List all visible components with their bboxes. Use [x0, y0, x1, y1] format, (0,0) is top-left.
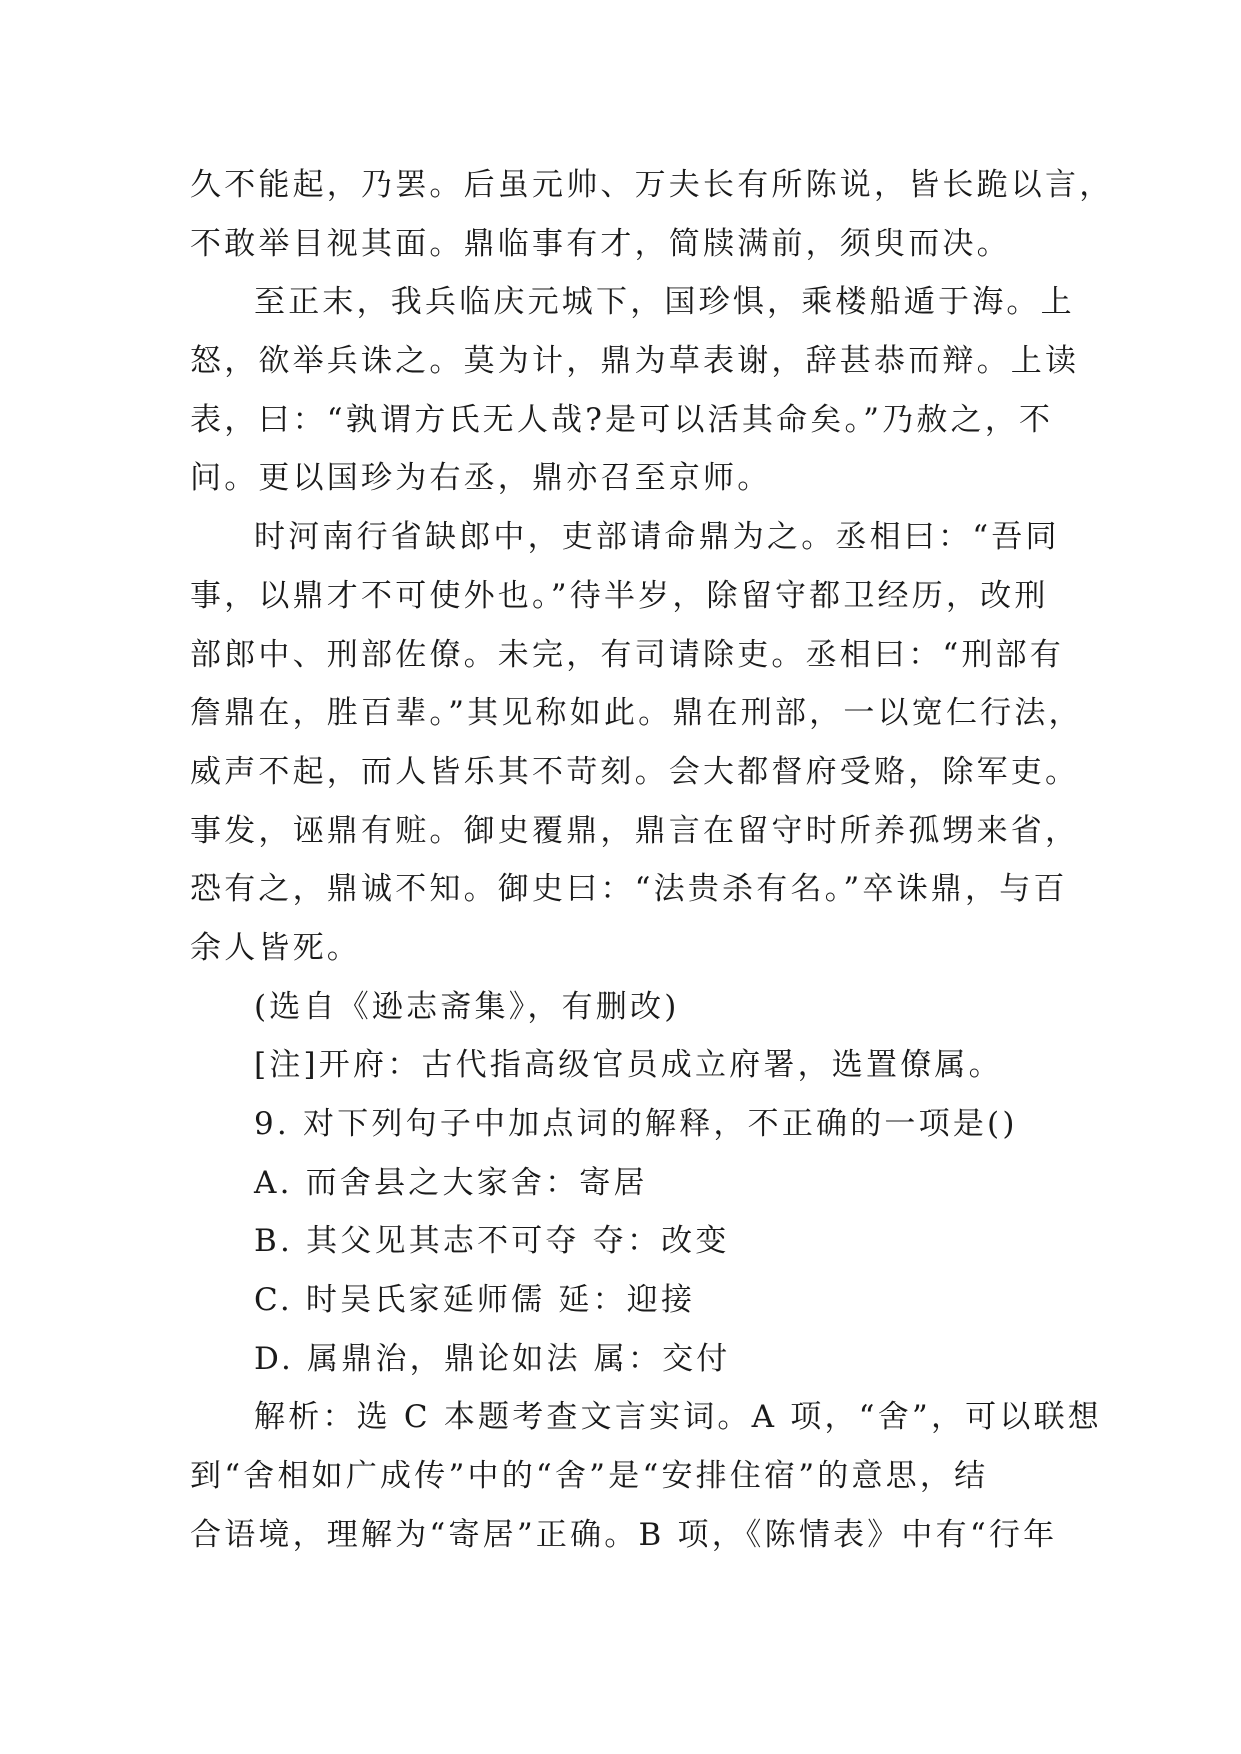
document-body [190, 156, 1114, 1565]
text-line: A. 而舍县之大家舍：寄居 [254, 1164, 648, 1201]
text-line: 9. 对下列句子中加点词的解释，不正确的一项是() [254, 1106, 1018, 1142]
text-line: 事发，诬鼎有赃。御史覆鼎，鼎言在留守时所养孤甥来省， [190, 812, 1080, 849]
text-line: 合语境，理解为“寄居”正确。B 项，《陈情表》中有“行年 [190, 1516, 1058, 1553]
text-line: [注]开府：古代指高级官员成立府署，选置僚属。 [254, 1047, 1003, 1084]
text-line: 至正末，我兵临庆元城下，国珍惧，乘楼船遁于海。上 [254, 284, 1075, 321]
text-line: D. 属鼎治，鼎论如法 属：交付 [254, 1340, 731, 1377]
text-line: B. 其父见其志不可夺 夺：改变 [254, 1223, 730, 1260]
text-line: 解析：选 C 本题考查文言实词。A 项，“舍”，可以联想 [254, 1399, 1102, 1436]
text-line: (选自《逊志斋集》，有删改) [254, 988, 680, 1025]
text-line: 久不能起，乃罢。后虽元帅、万夫长有所陈说，皆长跪以言， [190, 167, 1114, 203]
text-line: C. 时吴氏家延师儒 延：迎接 [254, 1282, 696, 1319]
text-line: 怒，欲举兵诛之。莫为计，鼎为草表谢，辞甚恭而辩。上读 [190, 343, 1080, 380]
text-line: 余人皆死。 [190, 929, 361, 966]
text-line: 恐有之，鼎诚不知。御史曰：“法贵杀有名。”卒诛鼎，与百 [190, 871, 1068, 908]
text-line: 不敢举目视其面。鼎临事有才，简牍满前，须臾而决。 [190, 225, 1011, 262]
text-line: 问。更以国珍为右丞，鼎亦召至京师。 [190, 460, 772, 497]
text-line: 威声不起，而人皆乐其不苛刻。会大都督府受赂，除军吏。 [190, 753, 1080, 790]
text-line: 到“舍相如广成传”中的“舍”是“安排住宿”的意思，结 [190, 1458, 989, 1495]
text-line: 表，曰：“孰谓方氏无人哉?是可以活其命矣。”乃赦之，不 [190, 401, 1054, 438]
text-line: 时河南行省缺郎中，吏部请命鼎为之。丞相曰：“吾同 [254, 519, 1060, 556]
text-line: 事，以鼎才不可使外也。”待半岁，除留守都卫经历，改刑 [190, 577, 1049, 614]
text-line: 部郎中、刑部佐僚。未完，有司请除吏。丞相曰：“刑部有 [190, 636, 1065, 673]
text-line: 詹鼎在，胜百辈。”其见称如此。鼎在刑部，一以宽仁行法， [190, 695, 1083, 732]
